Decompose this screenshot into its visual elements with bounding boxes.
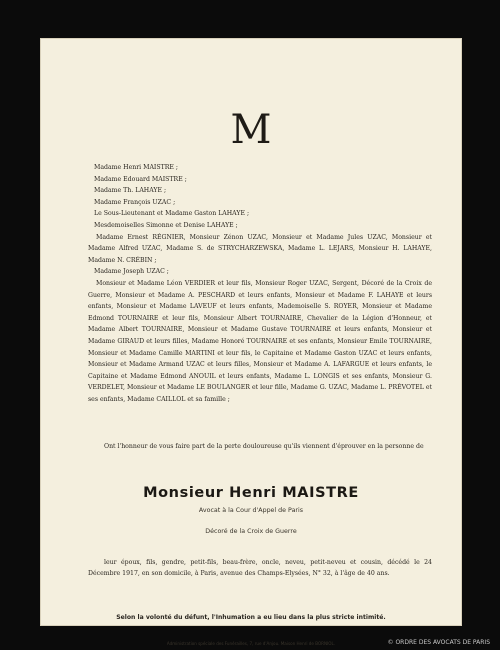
announcement-text: Ont l'honneur de vous faire part de la perte douloureuse qu'ils viennent d'éprouver en la personne de (104, 443, 424, 450)
family-line: Le Sous-Lieutenant et Madame Gaston LAHAYE ; (94, 210, 250, 218)
family-line: Madame Edouard MAISTRE ; (94, 175, 187, 183)
deceased-title: Avocat à la Cour d'Appel de Paris (198, 507, 304, 514)
family-line: Madame François UZAC ; (94, 198, 176, 206)
monogram-initial: M (230, 107, 272, 153)
family-line: Madame Henri MAISTRE ; (94, 164, 178, 171)
deceased-decoration: Décoré de la Croix de Guerre (205, 528, 297, 535)
copyright-credit: © ORDRE DES AVOCATS DE PARIS (387, 639, 490, 646)
printer-line: Administration spéciale des Funérailles, 7, rue d'Anjou. Maison Henri de BORNIOL. (166, 641, 336, 646)
family-line: Mesdemoiselles Simonne et Denise LAHAYE ; (94, 221, 238, 229)
burial-notice: Selon la volonté du défunt, l'Inhumation a eu lieu dans la plus stricte intimité. (116, 614, 386, 621)
death-details: leur époux, fils, gendre, petit-fils, beau-frère, oncle, neveu, petit-neveu et cousin, décédé le 24 Décembre 1917, en son domicile, à Paris, avenue des Champs-Elysées, N° 32, à l'âge de 40 ans. (88, 559, 432, 578)
family-line: Madame Th. LAHAYE ; (94, 187, 167, 195)
family-paragraph: Madame Ernest RÉGNIER, Monsieur Zénon UZAC, Monsieur et Madame Jules UZAC, Monsieur et Madame Alfred UZAC, Madame S. de STRYCHARZEWSKA, Madame L. LEJARS, Monsieur H. LAHAYE, Madame N. CRÉBIN ; (88, 233, 432, 264)
family-line: Madame Joseph UZAC ; (94, 268, 169, 276)
family-paragraph: Monsieur et Madame Léon VERDIER et leur fils, Monsieur Roger UZAC, Sergent, Décoré de la Croix de Guerre, Monsieur et Madame A. PESCHARD et leurs enfants, Monsieur et Madame F. LAHAYE et leurs enfants, Monsieur et Madame LAVEUF et leurs enfants, Mademoiselle S. ROYER, Monsieur et Madame Edmond TOURNAIRE et leur fils, Monsieur Albert TOURNAIRE, Chevalier de la Légion d'Honneur, et Madame Albert TOURNAIRE, Monsieur et Madame Gustave TOURNAIRE et leurs enfants, Monsieur et Madame GIRAUD et leurs filles, Madame Honoré TOURNAIRE et ses enfants, Monsieur Emile TOURNAIRE, Monsieur et Madame Camille MARTINI et leur fils, le Capitaine et Madame Gaston UZAC et leurs enfants, Monsieur et Madame Armand UZAC et leurs filles, Monsieur et Madame A. LAFARGUE et leurs enfants, le Capitaine et Madame Edmond ANOUIL et leurs enfants, Madame L. LONGIS et ses enfants, Monsieur G. VERDELET, Monsieur et Madame LE BOULANGER et leur fille, Madame G. UZAC, Madame L. PRÉVOTEL et ses enfants, Madame CAILLOL et sa famille ; (88, 279, 432, 403)
deceased-name: Monsieur Henri MAISTRE (143, 485, 359, 501)
family-names-list (88, 162, 432, 405)
